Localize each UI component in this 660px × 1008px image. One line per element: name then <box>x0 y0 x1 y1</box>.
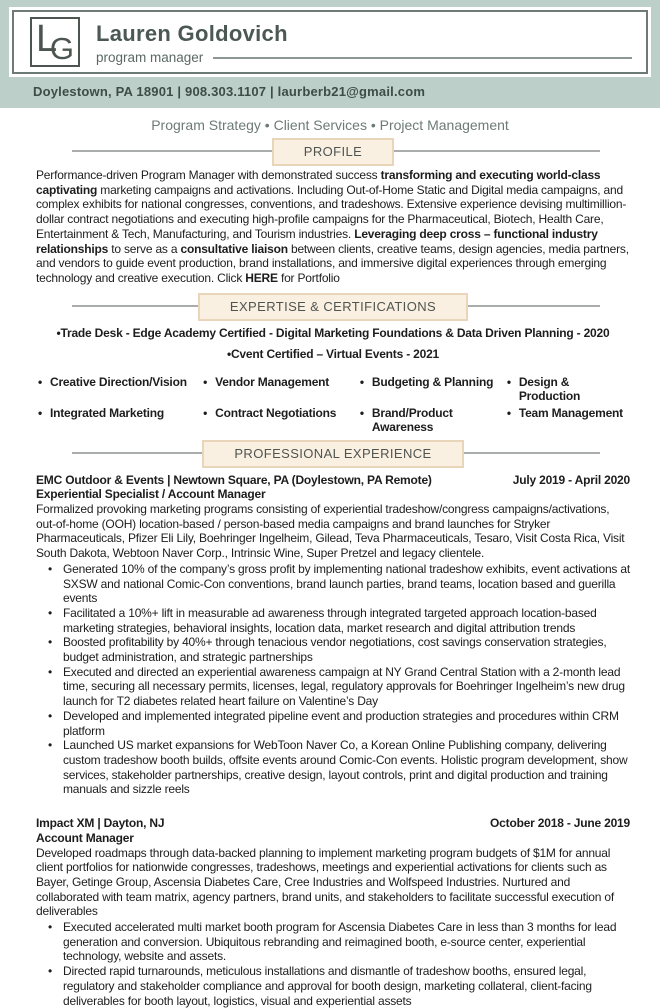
bullet-item <box>36 606 630 635</box>
bullet-text: Generated 10% of the company’s gross profit by implementing national tradeshow exhibits, event activations at SXSW and national Comic-Con conventions, brand launch parties, brand teams, location based and guerilla events <box>63 561 630 606</box>
skill-label: Creative Direction/Vision <box>50 374 187 389</box>
certification-line: •Trade Desk - Edge Academy Certified - Digital Marketing Foundations & Data Driven Planning - 2020 <box>56 325 610 340</box>
profile-text-run: consultative liaison <box>180 241 288 256</box>
skill-label: Integrated Marketing <box>50 405 165 420</box>
job-company-line: Impact XM | Dayton, NJ <box>36 816 165 831</box>
skill-item <box>203 375 360 404</box>
bullet-icon <box>38 406 50 435</box>
bullet-icon <box>507 406 519 435</box>
bullet-icon <box>48 606 63 635</box>
profile-paragraph <box>36 168 630 286</box>
contact-line: Doylestown, PA 18901 | 908.303.1107 | laurberb21@gmail.com <box>33 84 426 99</box>
resume-content <box>0 138 660 1008</box>
bullet-icon <box>38 375 50 404</box>
bullet-item <box>36 635 630 664</box>
skills-grid <box>38 375 630 435</box>
section-badge-expertise: EXPERTISE & CERTIFICATIONS <box>198 293 468 321</box>
bullet-icon <box>203 406 215 435</box>
bullet-icon <box>48 738 63 797</box>
skill-item <box>360 375 507 404</box>
profile-text-run: between clients, creative teams, design agencies, media partners, and vendors to guide event production, brand installations, and immersive digital experiences through emerging technology and creative execution. Click <box>36 241 629 285</box>
bullet-icon <box>48 920 63 964</box>
job-summary: Developed roadmaps through data-backed planning to implement marketing program budgets of $1M for annual client portfolios for nationwide congresses, tradeshows, meetings and experiential activations for clients such as Bayer, Getinge Group, Ascensia Diabetes Care, Cree Industries and Wolfspeed Industries. Nurtured and collaborated with team matrix, agency partners, brand units, and stakeholders to facilitate successful execution of deliverables <box>36 845 614 919</box>
job-role: Account Manager <box>36 830 134 845</box>
bullet-text: Executed and directed an experiential awareness campaign at NY Grand Central Station with a 2-month lead time, securing all necessary permits, licenses, legal, regulatory approvals for Boehringer Ingelheim’s new drug launch for T2 diabetes related heart failure on Valentine’s Day <box>63 664 625 709</box>
bullet-item <box>36 665 630 709</box>
bullet-text: Developed and implemented integrated pipeline event and production strategies and procedures within CRM platform <box>63 708 619 738</box>
skill-label: Design & Production <box>518 374 581 404</box>
job-block-impact-xm <box>36 816 630 1008</box>
skill-label: Budgeting & Planning <box>371 374 494 389</box>
section-header-experience <box>36 440 630 466</box>
bullet-item <box>36 964 630 1008</box>
person-job-title: program manager <box>96 49 204 65</box>
header-inner <box>12 10 648 74</box>
job-company-line: EMC Outdoor & Events | Newtown Square, PA (Doylestown, PA Remote) <box>36 472 432 487</box>
skill-item <box>38 406 203 435</box>
job-summary: Formalized provoking marketing programs consisting of experiential tradeshow/congress campaigns/activations, out-of-home (OOH) location-based / person-based media campaigns and brand launches for Stryker Pharmaceuticals, Pfizer Eli Lily, Boehringer Ingelheim, Gilead, Teva Pharmaceuticals, Tesaro, Visit Costa Rica, Visit South Dakota, Webtoon Naver Corp., Intrinsic Wine, Super Pretzel and legacy clientele. <box>36 502 625 561</box>
bullet-text: Boosted profitability by 40%+ through tenacious vendor negotiations, cost savings conservation strategies, budget administration, and strategic partnerships <box>63 635 607 665</box>
person-name: Lauren Goldovich <box>96 20 288 46</box>
skill-item <box>507 375 630 404</box>
section-header-profile <box>36 138 630 164</box>
skill-item <box>38 375 203 404</box>
title-rule <box>213 57 632 59</box>
bullet-icon <box>360 375 372 404</box>
header-text <box>96 20 632 65</box>
bullet-item <box>36 562 630 606</box>
logo-letter-g: G <box>49 31 74 66</box>
skill-label: Contract Negotiations <box>215 405 337 420</box>
bullet-icon <box>48 562 63 606</box>
profile-text-run: for Portfolio <box>277 270 340 285</box>
skill-label: Team Management <box>518 405 623 420</box>
skill-label: Vendor Management <box>215 374 330 389</box>
skill-item <box>507 406 630 435</box>
job-header <box>36 816 630 831</box>
job-dates: October 2018 - June 2019 <box>490 816 630 831</box>
section-badge-experience: PROFESSIONAL EXPERIENCE <box>202 440 463 468</box>
skill-label: Brand/Product Awareness <box>371 405 453 435</box>
bullet-icon <box>48 709 63 738</box>
bullet-item <box>36 709 630 738</box>
profile-text-run: Performance-driven Program Manager with demonstrated success <box>36 168 381 182</box>
profile-text-run: marketing campaigns and activations. Including Out-of-Home Static and Digital media campaigns, and complex exhibits for national congresses, conventions, and tradeshows. Extensive experience devising multimillion-dollar contract negotiations and executing high-profile campaigns for the Pharmaceutical, Biotech, Health Care, Entertainment & Tech, Manufacturing, and Tourism industries. <box>36 182 627 241</box>
tagline: Program Strategy • Client Services • Project Management <box>151 117 509 133</box>
logo-monogram <box>30 17 80 67</box>
bullet-icon <box>507 375 519 404</box>
profile-text-run: Leveraging deep cross – functional industry relationships <box>36 226 598 256</box>
logo-letter-l: L <box>36 18 58 60</box>
bullet-icon <box>203 375 215 404</box>
header-box <box>9 7 651 77</box>
certification-line: •Cvent Certified – Virtual Events - 2021 <box>226 347 440 362</box>
profile-text-run: transforming and executing world-class captivating <box>36 168 601 197</box>
profile-text-run: to serve as a <box>108 241 181 256</box>
skill-item <box>360 406 507 435</box>
title-row <box>96 50 632 65</box>
bullet-item <box>36 738 630 797</box>
job-header <box>36 473 630 488</box>
header-band <box>0 0 660 108</box>
bullet-icon <box>48 964 63 1008</box>
bullet-icon <box>360 406 372 435</box>
bullet-icon <box>48 665 63 709</box>
section-badge-profile: PROFILE <box>272 138 394 166</box>
skill-item <box>203 406 360 435</box>
bullet-icon <box>48 635 63 664</box>
profile-text-run: HERE <box>245 270 278 285</box>
job-block-emc <box>36 473 630 797</box>
section-header-expertise <box>36 293 630 319</box>
job-role: Experiential Specialist / Account Manager <box>36 487 266 502</box>
bullet-text: Executed accelerated multi market booth program for Ascensia Diabetes Care in less than 3 months for lead generation and conversion. Ubiquitous rebranding and reimagined booth, e-source center, experiential technology, website and assets. <box>63 920 617 964</box>
job-bullet-list <box>36 920 630 1008</box>
bullet-text: Facilitated a 10%+ lift in measurable ad awareness through integrated targeted approach location-based marketing strategies, behavioral insights, location data, market research and digital attribution trends <box>63 605 597 635</box>
job-bullet-list <box>36 562 630 797</box>
bullet-text: Directed rapid turnarounds, meticulous installations and dismantle of tradeshow booths, ensured legal, regulatory and stakeholder compliance and approval for booth design, marketing collateral, client-facing deliverables for booth layout, logistics, visual and experiential assets <box>63 964 592 1008</box>
bullet-item <box>36 920 630 964</box>
bullet-text: Launched US market expansions for WebToon Naver Co, a Korean Online Publishing company, delivering custom tradeshow booth builds, offsite events around Comic-Con events. Holistic program development, show services, stakeholder partnerships, creative design, layout controls, print and digital production and training manuals and sizzle reels <box>63 738 628 797</box>
job-dates: July 2019 - April 2020 <box>512 472 630 487</box>
